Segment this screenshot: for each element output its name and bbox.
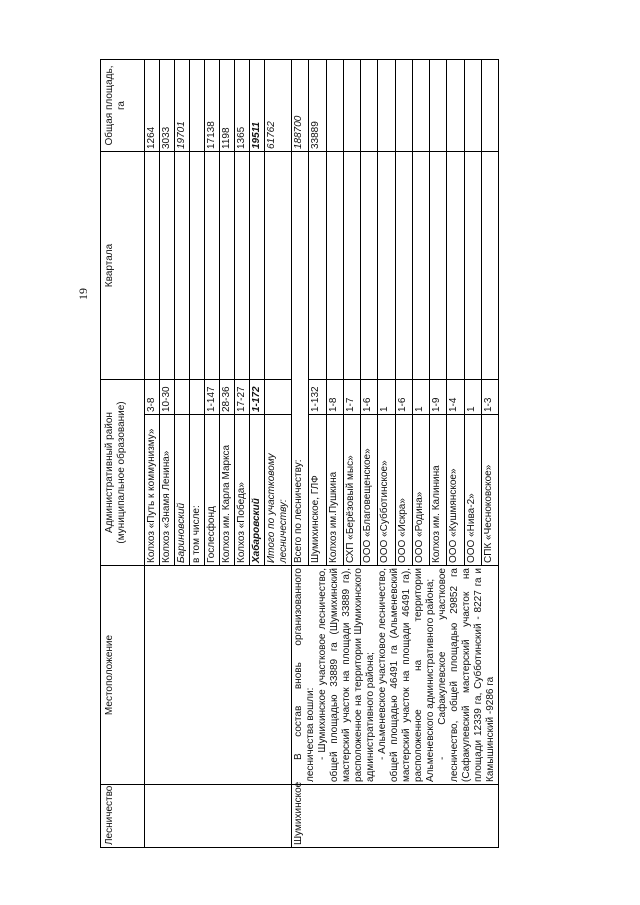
- area-value: 19701: [175, 60, 190, 152]
- area-value: 1198: [220, 60, 235, 152]
- quarter-extra: [395, 152, 412, 380]
- quarter-extra: [447, 152, 464, 380]
- quarter-extra: [412, 152, 429, 380]
- district-name: Гослесфонд: [205, 415, 220, 566]
- quarter-extra: [265, 152, 292, 380]
- area-value: [395, 60, 412, 152]
- quarter-extra: [175, 152, 190, 380]
- quarter-extra: [220, 152, 235, 380]
- page-number: 19: [76, 288, 90, 300]
- district-name: ООО «Благовещенское»: [361, 415, 378, 566]
- district-name: ООО «Кушмянское»: [447, 415, 464, 566]
- quarter-range: 3-8: [145, 380, 160, 415]
- forestry-name: Шумихинское: [292, 785, 499, 848]
- total-label: Всего по лесничеству:: [292, 152, 309, 566]
- table-row: [292, 60, 309, 848]
- quarter-extra: [343, 152, 360, 380]
- quarter-range: 10-30: [160, 380, 175, 415]
- district-name: в том числе:: [190, 415, 205, 566]
- header-forestry: Лесничество: [101, 785, 145, 848]
- description-paragraph: В состав вновь организованного лесничества вошли:: [293, 568, 316, 782]
- quarter-extra: [235, 152, 250, 380]
- district-name: Хабаровский: [250, 415, 265, 566]
- table-row: [145, 60, 160, 848]
- quarter-range: 28-36: [220, 380, 235, 415]
- quarter-range: 1-132: [309, 380, 326, 415]
- district-name: Колхоз им.Пушкина: [326, 415, 343, 566]
- header-quarters: Квартала: [101, 152, 145, 380]
- quarter-extra: [430, 152, 447, 380]
- area-value: 17138: [205, 60, 220, 152]
- quarter-range: 1: [412, 380, 429, 415]
- quarter-range: 1-7: [343, 380, 360, 415]
- area-value: [412, 60, 429, 152]
- quarter-extra: [326, 152, 343, 380]
- quarter-range: 1-3: [481, 380, 498, 415]
- quarter-range: 1-8: [326, 380, 343, 415]
- header-row: [101, 60, 145, 848]
- district-name: Колхоз «Знамя Ленина»: [160, 415, 175, 566]
- quarter-range: [175, 380, 190, 415]
- total-area: 188700: [292, 60, 309, 152]
- area-value: 61762: [265, 60, 292, 152]
- area-value: [447, 60, 464, 152]
- quarter-range: 17-27: [235, 380, 250, 415]
- area-value: 19511: [250, 60, 265, 152]
- quarter-extra: [250, 152, 265, 380]
- quarter-range: 1-4: [447, 380, 464, 415]
- area-value: [343, 60, 360, 152]
- description-paragraph: - Шумихинское участковое лесничество, общей площадью 33889 га (Шумихинский мастерский участок на площади 33889 га), расположенное на территории Шумихинского административного района;: [317, 568, 376, 782]
- area-value: 3033: [160, 60, 175, 152]
- quarter-extra: [378, 152, 395, 380]
- quarter-extra: [190, 152, 205, 380]
- district-name: ООО «Субботинское»: [378, 415, 395, 566]
- district-name: Колхоз «Путь к коммунизму»: [145, 415, 160, 566]
- description-paragraph: - Сафакулевское участковое лесничество, общей площадью 29852 га (Сафакулевский мастерский участок на площади 12339 га, Субботинский - 8227 га и Камышинский -9286 га: [437, 568, 496, 782]
- area-value: 33889: [309, 60, 326, 152]
- table-body: [145, 60, 499, 848]
- quarter-range: 1: [378, 380, 395, 415]
- area-value: [361, 60, 378, 152]
- header-district: Административный район (муниципальное образование): [101, 380, 145, 566]
- location-description: [292, 566, 499, 785]
- forestry-table: [100, 59, 499, 848]
- district-name: Колхоз «Победа»: [235, 415, 250, 566]
- district-name: ООО «Родина»: [412, 415, 429, 566]
- district-name: Колхоз им. Карла Маркса: [220, 415, 235, 566]
- district-name: СХП «Берёзовый мыс»: [343, 415, 360, 566]
- quarter-range: 1-9: [430, 380, 447, 415]
- quarter-extra: [309, 152, 326, 380]
- forestry-cell-empty: [145, 785, 292, 848]
- quarter-extra: [160, 152, 175, 380]
- rotated-page: [100, 60, 499, 848]
- district-name: Колхоз им. Калинина: [430, 415, 447, 566]
- district-name: Итого по участковому лесничеству:: [265, 415, 292, 566]
- location-cell-empty: [145, 566, 292, 785]
- header-area: Общая площадь, га: [101, 60, 145, 152]
- district-name: Шумихинское, ГЛФ: [309, 415, 326, 566]
- quarter-extra: [145, 152, 160, 380]
- quarter-extra: [205, 152, 220, 380]
- quarter-range: 1-6: [361, 380, 378, 415]
- area-value: [326, 60, 343, 152]
- quarter-extra: [481, 152, 498, 380]
- district-name: ООО «Нива-2»: [464, 415, 481, 566]
- area-value: 1365: [235, 60, 250, 152]
- quarter-range: 1: [464, 380, 481, 415]
- area-value: 1264: [145, 60, 160, 152]
- quarter-range: 1-172: [250, 380, 265, 415]
- district-name: СПК «Чесноковское»: [481, 415, 498, 566]
- quarter-extra: [464, 152, 481, 380]
- quarter-range: 1-6: [395, 380, 412, 415]
- district-name: ООО «Искра»: [395, 415, 412, 566]
- area-value: [481, 60, 498, 152]
- district-name: Бариновский: [175, 415, 190, 566]
- description-paragraph: - Альменевское участковое лесничество, общей площадью 46491 га (Альменевский мастерский участок на площади 46491 га), расположенное на территории Альменевского административного района;: [377, 568, 436, 782]
- area-value: [464, 60, 481, 152]
- area-value: [378, 60, 395, 152]
- quarter-extra: [361, 152, 378, 380]
- quarter-range: 1-147: [205, 380, 220, 415]
- header-location: Местоположение: [101, 566, 145, 785]
- area-value: [190, 60, 205, 152]
- quarter-range: [190, 380, 205, 415]
- quarter-range: [265, 380, 292, 415]
- area-value: [430, 60, 447, 152]
